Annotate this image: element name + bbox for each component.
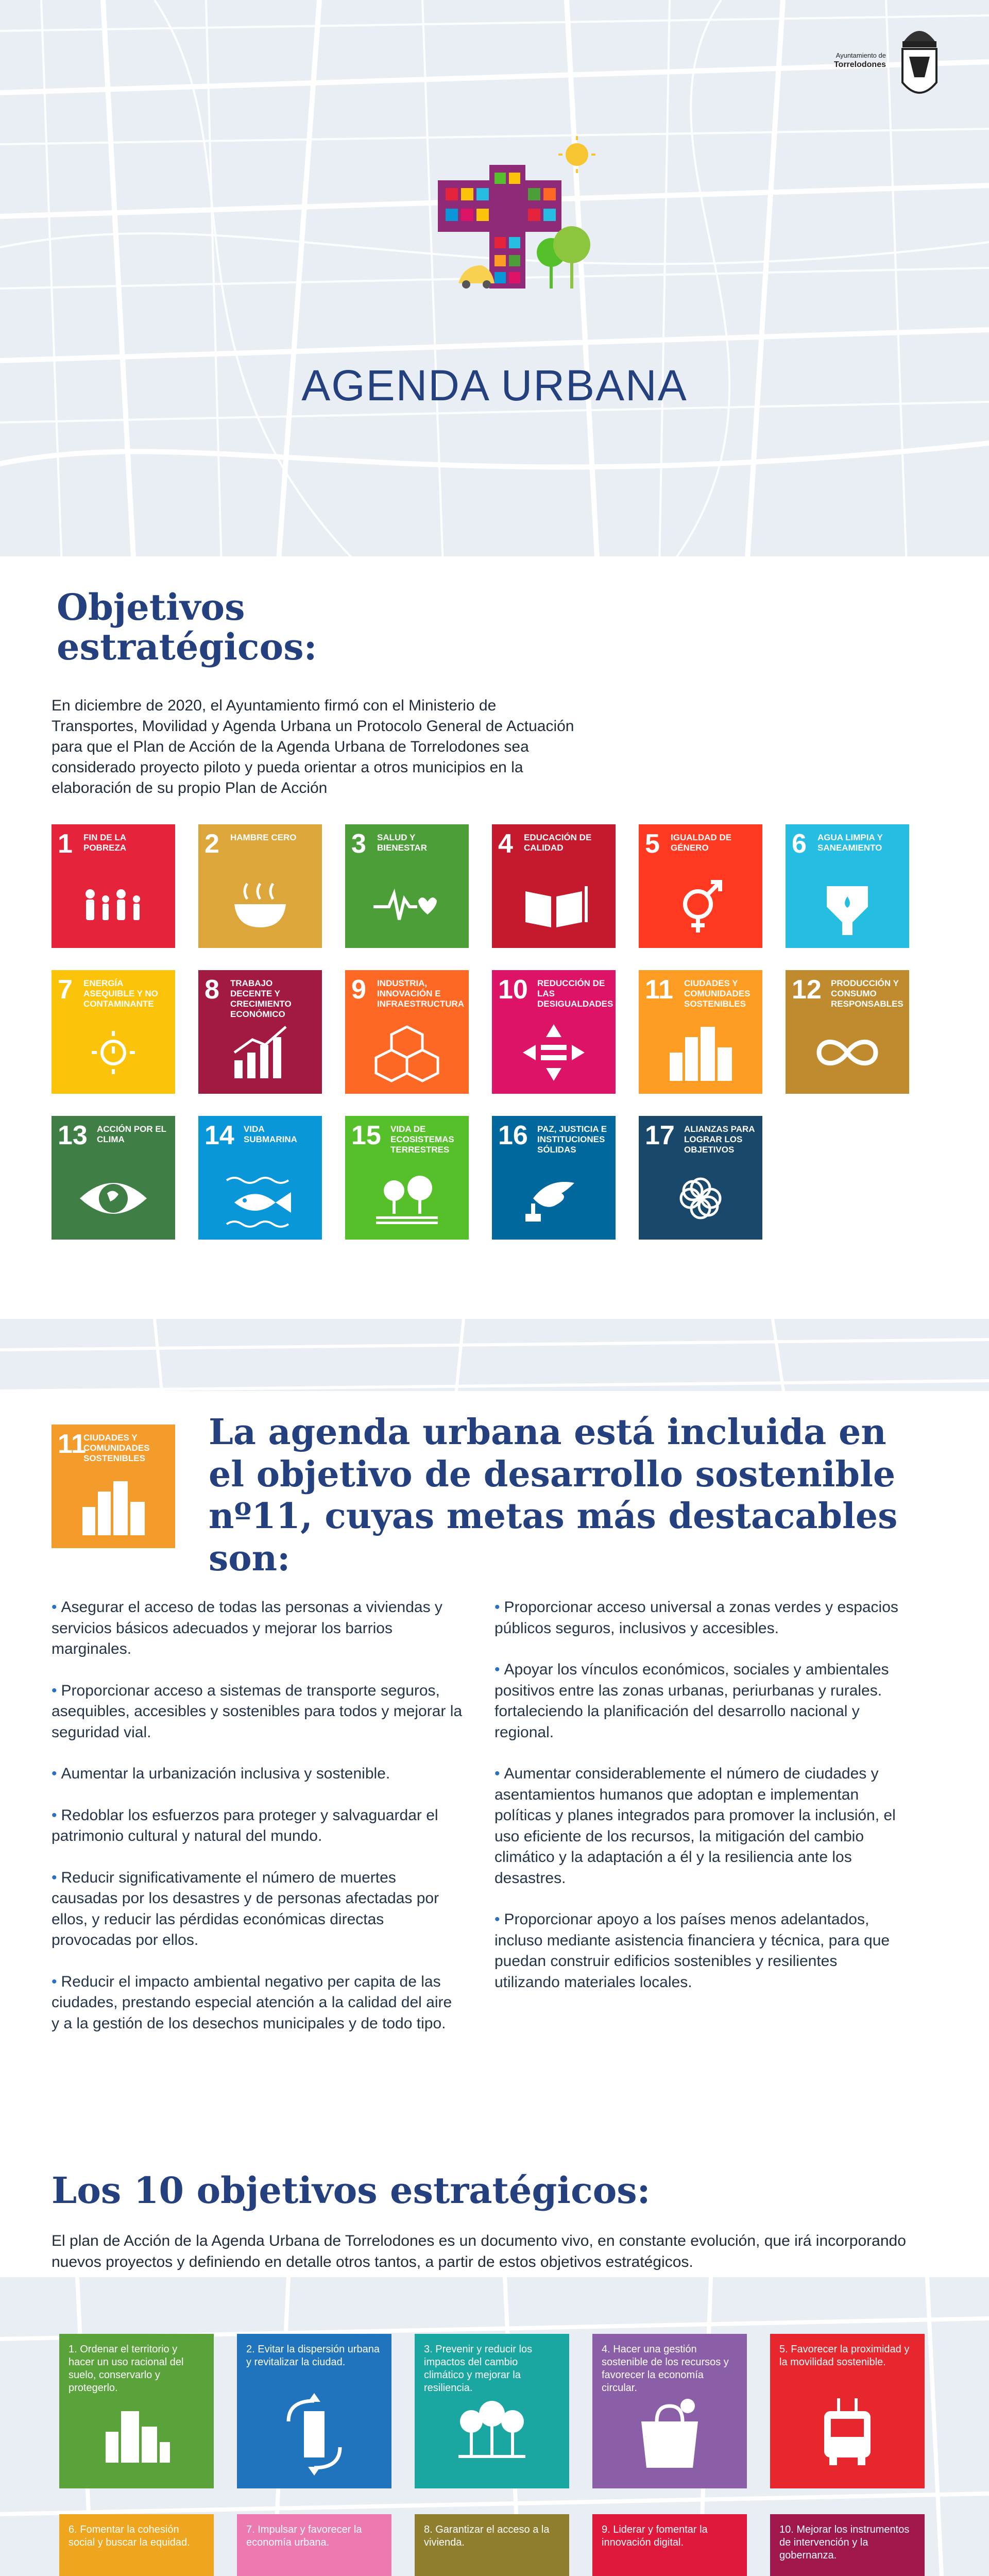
- heartbeat-icon: [371, 876, 443, 938]
- objective-tile-10: [770, 2514, 925, 2576]
- sdg-tile-3: [345, 824, 469, 948]
- strategic-title-line1: Objetivos: [57, 586, 245, 629]
- objectives-title: Los 10 objetivos estratégicos:: [52, 2169, 651, 2212]
- sdg-number: 8: [204, 975, 219, 1005]
- target-text: Proporcionar acceso universal a zonas verdes y espacios públicos seguros, inclusivos y accesibles.: [494, 1599, 898, 1637]
- targets-left-column: [52, 1597, 464, 2055]
- strategic-intro: En diciembre de 2020, el Ayuntamiento firmó con el Ministerio de Transportes, Movilidad y Agenda Urbana un Protocolo General de Actuación para que el Plan de Acción de la Agenda Urbana de Torrelodones sea considerado proyecto piloto y pueda orientar a otros municipios en la elaboración de su propio Plan de Acción: [52, 697, 574, 796]
- sdg-label: CIUDADES Y COMUNIDADES SOSTENIBLES: [684, 978, 751, 1009]
- sdg-number: 1: [58, 829, 73, 859]
- sdg-label: SALUD Y BIENESTAR: [377, 833, 427, 853]
- objective-text: 10. Mejorar los instrumentos de intervención y la gobernanza.: [779, 2524, 910, 2561]
- sdg-tile-8: [198, 970, 322, 1094]
- objective-tile-4: [592, 2334, 747, 2488]
- target-item: [52, 1972, 464, 2035]
- sdg-tile-16: [492, 1116, 616, 1240]
- sdg-number: 16: [498, 1121, 528, 1150]
- sdg-tile-14: [198, 1116, 322, 1240]
- objective-tile-3: [415, 2334, 569, 2488]
- agenda-urbana-logo: [422, 134, 608, 319]
- sdg-tile-6: [786, 824, 909, 948]
- governance-icon: [806, 2571, 889, 2576]
- sdg-tile-5: [639, 824, 762, 948]
- sdg-label: IGUALDAD DE GÉNERO: [671, 833, 732, 853]
- sdg-label: HAMBRE CERO: [230, 833, 297, 842]
- eye-earth-icon: [77, 1167, 149, 1229]
- sdg-tile-17: [639, 1116, 762, 1240]
- bullet-icon: •: [52, 1869, 57, 1886]
- objective-tile-8: [415, 2514, 569, 2576]
- fish-icon: [224, 1167, 296, 1229]
- bullet-icon: •: [494, 1911, 500, 1928]
- housing-icon: [451, 2571, 533, 2576]
- family-icon: [77, 876, 149, 938]
- ayuntamiento-label: Ayuntamiento de: [835, 52, 886, 59]
- sdg11-badge-label: CIUDADES Y COMUNIDADES SOSTENIBLES: [83, 1433, 150, 1464]
- people-icon: [95, 2571, 178, 2576]
- objective-text: 6. Fomentar la cohesión social y buscar la equidad.: [69, 2524, 190, 2548]
- flower-icon: [664, 1167, 737, 1229]
- sdg-label: VIDA SUBMARINA: [244, 1124, 297, 1145]
- objective-text: 5. Favorecer la proximidad y la movilidad sostenible.: [779, 2344, 910, 2368]
- buildings-icon: [95, 2391, 178, 2478]
- city-icon: [664, 1022, 737, 1083]
- sdg-tile-10: [492, 970, 616, 1094]
- sdg-label: PRODUCCIÓN Y CONSUMO RESPONSABLES: [831, 978, 903, 1009]
- target-text: Proporcionar apoyo a los países menos adelantados, incluso mediante asistencia financiera y técnica, para que puedan construir edificios sostenibles y resilientes utilizando materiales locales.: [494, 1911, 890, 1991]
- infinity-icon: [811, 1022, 883, 1083]
- sdg-number: 14: [204, 1121, 234, 1150]
- torrelodones-label: Torrelodones: [833, 60, 886, 69]
- bullet-icon: •: [52, 1973, 57, 1990]
- objective-text: 7. Impulsar y favorecer la economía urbana.: [246, 2524, 362, 2548]
- piggy-bank-icon: [273, 2571, 355, 2576]
- targets-right-column: [494, 1597, 907, 2013]
- objective-text: 4. Hacer una gestión sostenible de los recursos y favorecer la economía circular.: [602, 2344, 729, 2394]
- sdg-number: 4: [498, 829, 513, 859]
- objective-tile-7: [237, 2514, 391, 2576]
- shield-icon: [896, 21, 943, 103]
- target-item: [52, 1681, 464, 1743]
- city-cycle-icon: [273, 2391, 355, 2478]
- sdg-tile-9: [345, 970, 469, 1094]
- bullet-icon: •: [52, 1682, 57, 1699]
- bus-icon: [806, 2391, 889, 2478]
- sdg-label: TRABAJO DECENTE Y CRECIMIENTO ECONÓMICO: [230, 978, 292, 1020]
- sdg-number: 13: [58, 1121, 88, 1150]
- sdg-label: INDUSTRIA, INNOVACIÓN E INFRAESTRUCTURA: [377, 978, 465, 1009]
- target-text: Apoyar los vínculos económicos, sociales y ambientales positivos entre las zonas urbanas, periurbanas y rurales. fortaleciendo la planificación del desarrollo nacional y regional.: [494, 1661, 889, 1741]
- target-item: [494, 1597, 907, 1639]
- sdg-number: 17: [645, 1121, 675, 1150]
- sdg-tile-13: [52, 1116, 175, 1240]
- sdg-number: 11: [645, 975, 673, 1005]
- target-item: [52, 1597, 464, 1660]
- book-icon: [518, 876, 590, 938]
- page-header: [0, 0, 989, 556]
- bullet-icon: •: [52, 1765, 57, 1782]
- bowl-icon: [224, 876, 296, 938]
- bullet-icon: •: [494, 1661, 500, 1678]
- bullet-icon: •: [494, 1599, 500, 1616]
- target-text: Reducir significativamente el número de muertes causadas por los desastres y de personas afectadas por ellos, y reducir las pérdidas económicas directas provocadas por ellos.: [52, 1869, 439, 1948]
- target-text: Proporcionar acceso a sistemas de transporte seguros, asequibles, accesibles y sostenibles para todos y mejorar la seguridad vial.: [52, 1682, 463, 1741]
- sdg-tile-12: [786, 970, 909, 1094]
- sdg-label: REDUCCIÓN DE LAS DESIGUALDADES: [537, 978, 613, 1009]
- target-item: [52, 1805, 464, 1847]
- objective-tile-5: [770, 2334, 925, 2488]
- sdg-label: AGUA LIMPIA Y SANEAMIENTO: [817, 833, 883, 853]
- equality-icon: [518, 1022, 590, 1083]
- sdg-label: ALIANZAS PARA LOGRAR LOS OBJETIVOS: [684, 1124, 755, 1155]
- objective-tile-6: [59, 2514, 214, 2576]
- sdg-tile-4: [492, 824, 616, 948]
- sdg-label: VIDA DE ECOSISTEMAS TERRESTRES: [390, 1124, 454, 1155]
- sun-power-icon: [77, 1022, 149, 1083]
- ayuntamiento-logo: [824, 21, 948, 113]
- sdg-label: ACCIÓN POR EL CLIMA: [97, 1124, 166, 1145]
- tree-icon: [371, 1167, 443, 1229]
- city-icon: [77, 1476, 149, 1538]
- sdg-label: PAZ, JUSTICIA E INSTITUCIONES SÓLIDAS: [537, 1124, 607, 1155]
- objectives-intro: El plan de Acción de la Agenda Urbana de Torrelodones es un documento vivo, en constante evolución, que irá incorporando nuevos proyectos y definiendo en detalle otros tantos, a partir de estos objetivos estratégicos.: [52, 2232, 906, 2270]
- sdg-number: 9: [351, 975, 366, 1005]
- sdg-tile-7: [52, 970, 175, 1094]
- bullet-icon: •: [52, 1806, 57, 1824]
- shopping-bag-icon: [628, 2391, 711, 2478]
- target-item: [494, 1764, 907, 1889]
- target-text: Aumentar la urbanización inclusiva y sostenible.: [61, 1765, 390, 1782]
- bullet-icon: •: [52, 1599, 57, 1616]
- sdg-number: 3: [351, 829, 366, 859]
- sdg-number: 6: [792, 829, 807, 859]
- sdg-label: EDUCACIÓN DE CALIDAD: [524, 833, 592, 853]
- sdg11-badge: [52, 1425, 175, 1548]
- target-text: Reducir el impacto ambiental negativo per capita de las ciudades, prestando especial atención a la calidad del aire y a la gestión de los desechos municipales y de todo tipo.: [52, 1973, 452, 2032]
- gender-icon: [664, 876, 737, 938]
- digital-icon: [628, 2571, 711, 2576]
- sdg-label: FIN DE LA POBREZA: [83, 833, 127, 853]
- objective-text: 8. Garantizar el acceso a la vivienda.: [424, 2524, 550, 2548]
- sdg-number: 7: [58, 975, 73, 1005]
- sdg11-badge-number: 11: [58, 1429, 86, 1459]
- target-text: Asegurar el acceso de todas las personas a viviendas y servicios básicos adecuados y mejorar los barrios marginales.: [52, 1599, 442, 1657]
- sdg-label: ENERGÍA ASEQUIBLE Y NO CONTAMINANTE: [83, 978, 158, 1009]
- water-icon: [811, 876, 883, 938]
- target-item: [52, 1764, 464, 1785]
- sdg-number: 12: [792, 975, 822, 1005]
- trees-icon: [451, 2391, 533, 2478]
- target-text: Redoblar los esfuerzos para proteger y salvaguardar el patrimonio cultural y natural del mundo.: [52, 1806, 438, 1844]
- sdg11-heading: La agenda urbana está incluida en el objetivo de desarrollo sostenible nº11, cuyas metas más destacables son:: [209, 1412, 898, 1579]
- sdg-number: 5: [645, 829, 660, 859]
- sdg-number: 15: [351, 1121, 381, 1150]
- objective-text: 2. Evitar la dispersión urbana y revitalizar la ciudad.: [246, 2344, 380, 2368]
- growth-chart-icon: [224, 1022, 296, 1083]
- cubes-icon: [371, 1022, 443, 1083]
- strategic-title-line2: estratégicos:: [57, 625, 317, 668]
- bullet-icon: •: [494, 1765, 500, 1782]
- objective-tile-9: [592, 2514, 747, 2576]
- sdg-tile-1: [52, 824, 175, 948]
- sdg-number: 2: [204, 829, 219, 859]
- strategic-title: [57, 587, 317, 667]
- sdg-tile-11: [639, 970, 762, 1094]
- target-text: Aumentar considerablemente el número de ciudades y asentamientos humanos que adoptan e implementan políticas y planes integrados para promover la inclusión, el uso eficiente de los recursos, la mitigación del cambio climático y la adaptación a él y la resiliencia ante los desastres.: [494, 1765, 896, 1887]
- sdg-tile-15: [345, 1116, 469, 1240]
- sdg-number: 10: [498, 975, 528, 1005]
- objective-tile-1: [59, 2334, 214, 2488]
- sdg-tile-2: [198, 824, 322, 948]
- objective-text: 9. Liderar y fomentar la innovación digital.: [602, 2524, 708, 2548]
- objective-text: 1. Ordenar el territorio y hacer un uso racional del suelo, conservarlo y protegerlo.: [69, 2344, 184, 2394]
- dove-icon: [518, 1167, 590, 1229]
- objective-text: 3. Prevenir y reducir los impactos del cambio climático y mejorar la resiliencia.: [424, 2344, 533, 2394]
- objective-tile-2: [237, 2334, 391, 2488]
- target-item: [52, 1868, 464, 1951]
- agenda-urbana-title: AGENDA URBANA: [301, 361, 688, 410]
- target-item: [494, 1659, 907, 1743]
- target-item: [494, 1909, 907, 1993]
